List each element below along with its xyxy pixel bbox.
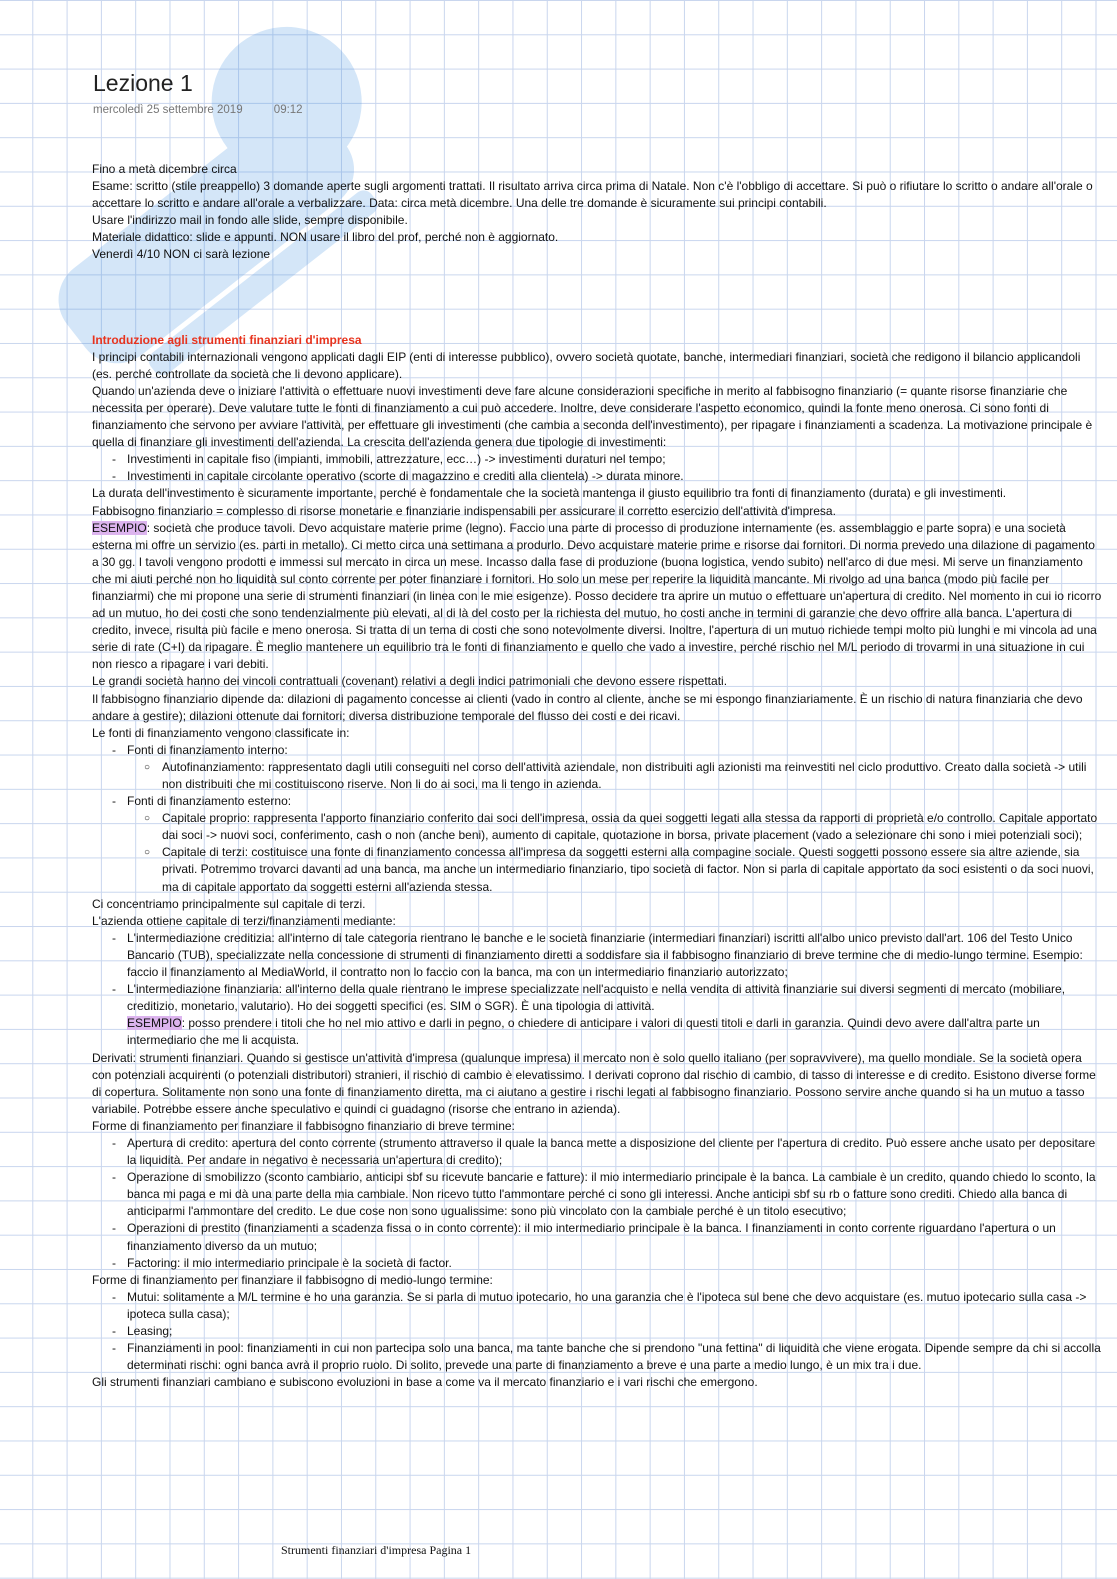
example-paragraph: [92, 520, 1102, 674]
sublist-item: ○ Capitale proprio: rappresenta l'apporto finanziario conferito dai soci dell'impresa, ossia da quei soggetti legati alla stessa da rapporti di proprietà e/o controllo. Capitale apportato dai soci -> nuovi soci, conferimento, cash o non (anche beni), aumento di capitale, quotazione in borsa, private placement (vado a selezionare chi sono i miei potenziali soci);: [92, 810, 1102, 844]
spacer: [92, 264, 1102, 332]
page-meta: [93, 104, 303, 116]
paragraph: Quando un'azienda deve o iniziare l'attività o effettuare nuovi investimenti deve fare alcune considerazioni specifiche in merito al fabbisogno finanziario (= quante risorse finanziarie che necessita per operare). Deve valutare tutte le fonti di finanziamento a cui può accedere. Inoltre, deve considerare l'aspetto economico, quindi la fonte meno onerosa. Ci sono fonti di finanziamento che servono per avviare l'attività, per effettuare gli investimenti (che cambia a seconda dell'investimento), per ripagare i finanziamenti a scadenza. La motivazione principale è quella di finanziare gli investimenti dell'azienda. La crescita dell'azienda genera due tipologie di investimenti:: [92, 383, 1093, 450]
list-item: - Finanziamenti in pool: finanziamenti in cui non partecipa solo una banca, ma tante banche che si prendono "una fettina" di liquidità che viene erogata. Dipende sempre da chi si accolla determinati rischi: ogni banca avrà il proprio ruolo. Di solito, prevede una parte di finanziamento a breve e una parte a medio lungo, è un mix tra i due.: [92, 1340, 1102, 1374]
list-item: [92, 981, 1102, 1049]
list-item: - Operazioni di prestito (finanziamenti a scadenza fissa o in conto corrente): il mio intermediario principale è la banca. I finanziamenti in conto corrente riguardano l'apertura o un finanziamento diverso da un mutuo;: [92, 1220, 1102, 1254]
intro-line: Esame: scritto (stile preappello) 3 domande aperte sugli argomenti trattati. Il risultato arriva circa prima di Natale. Non c'è l'obbligo di accettare. Si può o rifiutare lo scritto o andare all'orale o accettare lo scritto e andare all'orale a verbalizzare. Data: circa metà dicembre. Una delle tre domande è sicuramente sui principi contabili.: [92, 179, 1093, 211]
paragraph: Ci concentriamo principalmente sul capitale di terzi.: [92, 896, 366, 911]
list-item: - Apertura di credito: apertura del conto corrente (strumento attraverso il quale la banca mette a disposizione del cliente per l'apertura di credito. Può essere anche usato per depositare la liquidità. Per andare in negativo è necessaria un'apertura di credito);: [92, 1135, 1102, 1169]
paragraph: Derivati: strumenti finanziari. Quando si gestisce un'attività d'impresa (qualunque impresa) il mercato non è solo quello italiano (per sopravvivere), ma quello mondiale. Se la società opera con potenziali acquirenti (o potenziali distributori) stranieri, il rischio di cambio è elevatissimo. I derivati coprono dal rischio di cambio, di tasso di interesse e di credito. Esistono diverse forme di copertura. Solitamente non sono una fonte di finanziamento diretta, ma ci aiutano a gestire i rischi legati al fabbisogno finanziario. Possono servire anche quando si ha un mutuo a tasso variabile. Potrebbe essere anche speculativo e quindi ci guadagno (risorse che entrano in azienda).: [92, 1050, 1096, 1116]
page-date: mercoledì 25 settembre 2019: [93, 104, 243, 116]
external-label: Fonti di finanziamento esterno:: [127, 794, 292, 809]
paragraph: Le fonti di finanziamento vengono classificate in:: [92, 725, 350, 740]
intermediation-list: [92, 930, 1102, 1050]
sources-list: [92, 742, 1102, 896]
list-item-text: L'intermediazione finanziaria: all'interno della quale rientrano le imprese specializzate nell'acquisto e nella vendita di attività finanziarie sui diversi segmenti di mercato (mobiliare, creditizio, monetario, valutario). Ho dei soggetti specifici (es. SIM o SGR). È una tipologia di attività.: [127, 982, 1066, 1014]
intro-line: Materiale didattico: slide e appunti. NON usare il libro del prof, perché non è aggiornato.: [92, 230, 559, 245]
external-sublist: [92, 810, 1102, 895]
example-label: ESEMPIO: [127, 1016, 182, 1031]
list-item: [92, 742, 1102, 793]
intro-line: Fino a metà dicembre circa: [92, 162, 237, 176]
internal-label: Fonti di finanziamento interno:: [127, 742, 288, 757]
internal-sublist: [92, 759, 1102, 793]
paragraph: Gli strumenti finanziari cambiano e subiscono evoluzioni in base a come va il mercato finanziario e i vari rischi che emergono.: [92, 1375, 758, 1390]
short-term-list: [92, 1135, 1102, 1272]
page-title: Lezione 1: [93, 70, 193, 96]
paragraph: Il fabbisogno finanziario dipende da: dilazioni di pagamento concesse ai clienti (vado in contro al cliente, anche se mi espongo finanziariamente. È un rischio di natura finanziaria che devo andare a gestire); dilazioni ottenute dai fornitori; diversa distribuzione temporale del flusso dei costi e dei ricavi.: [92, 691, 1083, 723]
paragraph: Forme di finanziamento per finanziare il fabbisogno finanziario di breve termine:: [92, 1118, 515, 1133]
list-item: - Leasing;: [92, 1323, 1102, 1340]
paragraph: I principi contabili internazionali vengono applicati dagli EIP (enti di interesse pubblico), ovvero società quotate, banche, intermediari finanziari, società che redigono il bilancio applicandoli (es. perché controllate da società che li devono applicare).: [92, 349, 1081, 381]
list-item: - Investimenti in capitale circolante operativo (scorte di magazzino e crediti alla clientela) -> durata minore.: [92, 468, 1102, 485]
sublist-item: ○ Autofinanziamento: rappresentato dagli utili conseguiti nel corso dell'attività aziendale, non distribuiti agli azionisti ma reinvestiti nel ciclo produttivo. Creato dalla società -> utili non distribuiti che mi costituiscono riserve. Non li do ai soci, ma li tengo in azienda.: [92, 759, 1102, 793]
list-item: - Factoring: il mio intermediario principale è la società di factor.: [92, 1255, 1102, 1272]
page-time: 09:12: [273, 104, 303, 116]
list-item: - L'intermediazione creditizia: all'interno di tale categoria rientrano le banche e le società finanziarie (intermediari finanziari) iscritti all'albo unico previsto dall'art. 106 del Testo Unico Bancario (TUB), specializzate nella concessione di strumenti di finanziamento diretti a soddisfare sia il fabbisogno finanziario di breve termine che di medio-lungo termine. Esempio: faccio il finanziamento al MediaWorld, il contratto non lo faccio con la banca, ma con un intermediario finanziario autorizzato;: [92, 930, 1102, 981]
intro-line: Usare l'indirizzo mail in fondo alle slide, sempre disponibile.: [92, 213, 408, 228]
example-text: : società che produce tavoli. Devo acquistare materie prime (legno). Faccio una parte di processo di produzione internamente (es. assemblaggio e parte sopra) e una società esterna mi offre un servizio (es. parti in metallo). Ci metto circa una settimana a produrlo. Devo acquistare materie prime e risorse dai fornitori. Di norma prevedo una dilazione di pagamento a 30 gg. I tavoli vengono prodotti e immessi sul mercato in circa un mese. Incasso dalla fase di produzione (buona logistica, vendo subito) nell'arco di due mesi. Mi serve un finanziamento che mi aiuti perché non ho liquidità sul conto corrente per poter finanziare i fornitori. Ho solo un mese per reperire la liquidità mancante. Mi rivolgo ad una banca (modo più facile per finanziarmi) che mi propone una serie di strumenti finanziari (in linea con le mie esigenze). Posso decidere tra aprire un mutuo o effettuare un'apertura di credito. Nel momento in cui io ricorro ad un mutuo, ho dei costi che sono tendenzialmente più elevati, al di là del costo per la richiesta del mutuo, ho costi anche in termini di garanzie che devo offrire alla banca. L'apertura di credito, invece, risulta più facile e meno onerosa. Si tratta di un tema di costi che sono notevolmente diversi. Inoltre, l'apertura di un mutuo richiede tempi molto più lunghi e mi vincola ad una serie di rate (C+I) da ripagare. È meglio mantenere un equilibrio tra le fonti di finanziamento e quello che vado a investire, perché rischio nel M/L periodo di trovarmi in una situazione in cui non riesco a ripagare i vari debiti.: [92, 520, 1102, 672]
investment-list: [92, 451, 1102, 485]
list-item: - Operazione di smobilizzo (sconto cambiario, anticipi sbf su ricevute bancarie e fatture): il mio intermediario principale è la banca. La cambiale è un credito, quando chiedo lo sconto, la banca mi paga e mi dà una parte della mia cambiale. Non ricevo tutto l'ammontare perché ci sono gli interessi. Anche anticipi sbf su rb o fatture sono crediti. Chiedo alla banca di anticiparmi l'ammontare del credito. Le due cose non sono ugualissime: sono più vincolato con la cambiale perché è un titolo esecutivo;: [92, 1169, 1102, 1220]
intro-line: Venerdì 4/10 NON ci sarà lezione: [92, 247, 271, 262]
paragraph: Fabbisogno finanziario = complesso di risorse monetarie e finanziarie indispensabili per assicurare il corretto esercizio dell'attività d'impresa.: [92, 503, 836, 518]
section-heading: Introduzione agli strumenti finanziari d'impresa: [92, 332, 362, 347]
list-item: [92, 793, 1102, 896]
paragraph: L'azienda ottiene capitale di terzi/finanziamenti mediante:: [92, 913, 396, 928]
list-item: - Investimenti in capitale fiso (impianti, immobili, attrezzature, ecc…) -> investimenti duraturi nel tempo;: [92, 451, 1102, 468]
example-label: ESEMPIO: [92, 520, 147, 535]
paragraph: Le grandi società hanno dei vincoli contrattuali (covenant) relativi a degli indici patrimoniali che devono essere rispettati.: [92, 674, 728, 689]
list-item: - Mutui: solitamente a M/L termine e ho una garanzia. Se si parla di mutuo ipotecario, ho una garanzia che è l'ipoteca sul bene che devo acquistare (es. mutuo ipotecario sulla casa -> ipoteca sulla casa);: [92, 1289, 1102, 1323]
example-text: : posso prendere i titoli che ho nel mio attivo e darli in pegno, o chiedere di anticipare i valori di questi titoli e darli in garanzia. Quindi devo avere dall'altra parte un intermediario che me li acquista.: [127, 1016, 1040, 1048]
note-content: [92, 161, 1102, 1391]
page-footer: Strumenti finanziari d'impresa Pagina 1: [281, 1543, 472, 1557]
long-term-list: [92, 1289, 1102, 1374]
sublist-item: ○ Capitale di terzi: costituisce una fonte di finanziamento concessa all'impresa da soggetti esterni alla compagine sociale. Questi soggetti possono essere sia altre aziende, sia privati. Potremmo trovarci davanti ad una banca, ma anche un intermediario finanziario, tipo società di factor. Non si parla di capitale apportato da soci esistenti o da soci nuovi, ma di capitale apportato da soggetti esterni all'azienda stessa.: [92, 844, 1102, 895]
paragraph: La durata dell'investimento è sicuramente importante, perché è fondamentale che la società mantenga il giusto equilibrio tra fonti di finanziamento (durata) e gli investimenti.: [92, 486, 1007, 501]
paragraph: Forme di finanziamento per finanziare il fabbisogno di medio-lungo termine:: [92, 1272, 493, 1287]
